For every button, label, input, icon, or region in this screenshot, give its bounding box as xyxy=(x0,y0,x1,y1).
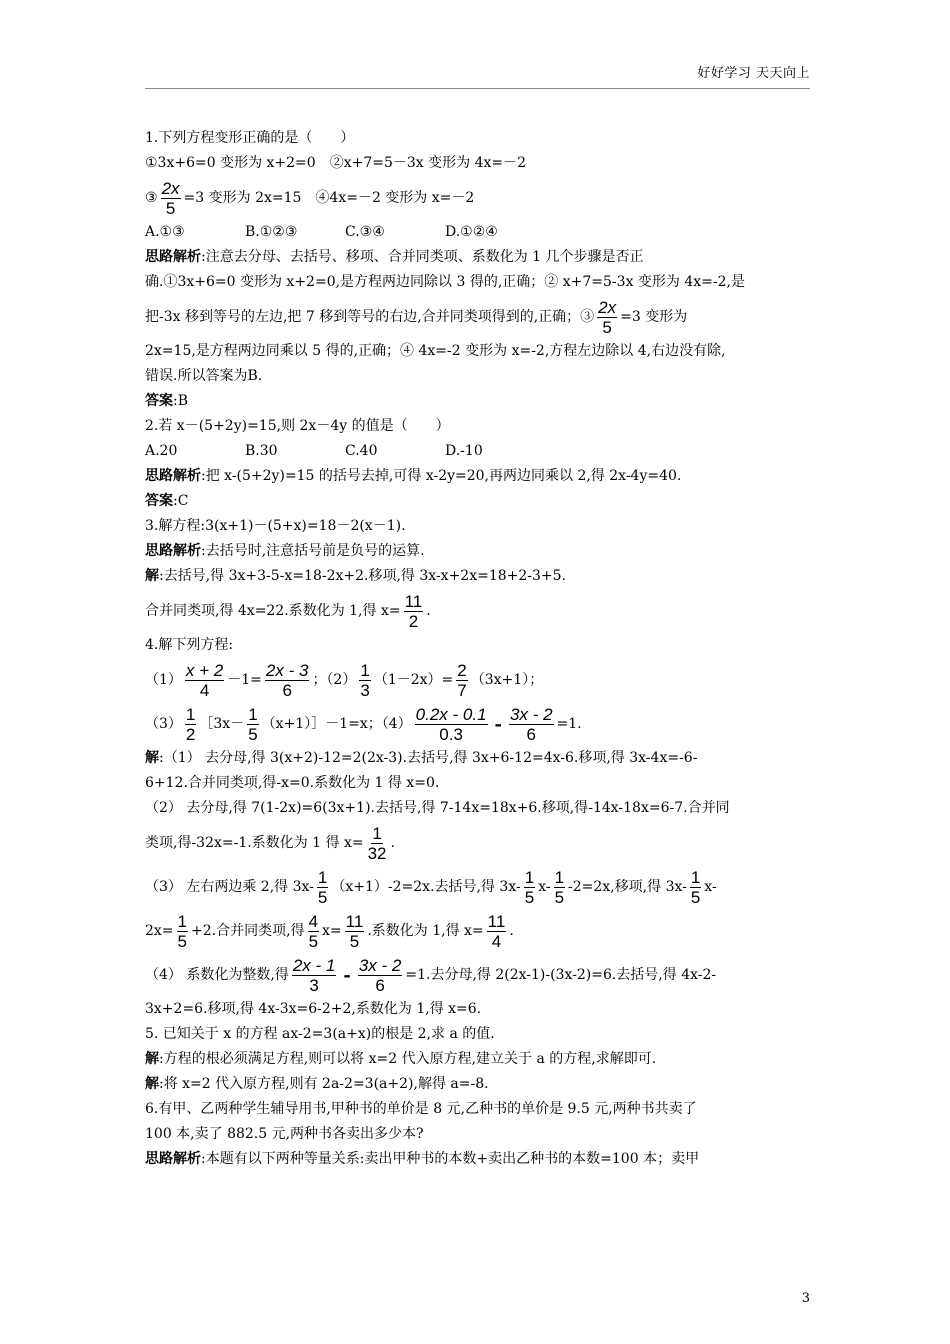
q4-solution-1a: 解:（1） 去分母,得 3(x+2)-12=2(2x-3).去括号,得 3x+6-12=4x-6.移项,得 3x-4x=-6- xyxy=(145,750,698,766)
option-d: D.-10 xyxy=(445,443,483,459)
fraction: $\frac{1}{5}$ xyxy=(177,911,188,951)
fraction: $\frac{2x - 1}{3}$ xyxy=(292,955,336,995)
q1-analysis-2: 确.①3x+6=0 变形为 x+2=0,是方程两边同除以 3 得的,正确；② x+7=5-3x 变形为 4x=-2,是 xyxy=(145,274,745,290)
fraction: $\frac{1}{5}$ xyxy=(524,867,535,907)
q4-solution-2b: 类项,得-32x=-1.系数化为 1 得 x= $\frac{1}{32}$ . xyxy=(145,823,395,863)
fraction: $\frac{1}{5}$ xyxy=(690,867,701,907)
option-c: C.40 xyxy=(345,443,378,459)
q1-row1: ①3x+6=0 变形为 x+2=0 ②x+7=5－3x 变形为 4x=－2 xyxy=(145,155,527,171)
option-a: A.20 xyxy=(145,443,178,459)
q4-solution-2a: （2） 去分母,得 7(1-2x)=6(3x+1).去括号,得 7-14x=18x+6.移项,得-14x-18x=6-7.合并同 xyxy=(145,800,730,816)
q3-solution-2: 合并同类项,得 4x=22.系数化为 1,得 x= $\frac{11}{2}$ . xyxy=(145,591,431,631)
q5-analysis: 解:方程的根必须满足方程,则可以将 x=2 代入原方程,建立关于 a 的方程,求解即可. xyxy=(145,1051,657,1067)
q2-analysis: 思路解析:把 x-(5+2y)=15 的括号去掉,可得 x-2y=20,再两边同乘以 2,得 2x-4y=40. xyxy=(145,468,682,484)
q1-title: 1.下列方程变形正确的是（ ） xyxy=(145,130,355,146)
fraction: $\frac{2x}{5}$ xyxy=(161,178,180,218)
option-a: A.①③ xyxy=(145,224,185,240)
fraction: $\frac{2x}{5}$ xyxy=(598,297,617,337)
q6-title-2: 100 本,卖了 882.5 元,两种书各卖出多少本? xyxy=(145,1126,424,1142)
fraction: $\frac{1}{32}$ xyxy=(367,823,387,863)
q4-solution-1b: 6+12.合并同类项,得-x=0.系数化为 1 得 x=0. xyxy=(145,775,440,791)
q1-analysis-5: 错误.所以答案为B. xyxy=(145,368,263,384)
q2-answer: 答案:C xyxy=(145,493,189,509)
q6-analysis: 思路解析:本题有以下两种等量关系:卖出甲种书的本数+卖出乙种书的本数=100 本；卖甲 xyxy=(145,1151,700,1167)
q1-analysis-1: 思路解析:注意去分母、去括号、移项、合并同类项、系数化为 1 几个步骤是否正 xyxy=(145,249,644,265)
fraction: $\frac{0.2x - 0.1}{0.3}$ xyxy=(415,704,487,744)
q4-problems-1-2: （1） $\frac{x + 2}{4}$ －1= $\frac{2x - 3}{6}$ ；（2） $\frac{1}{3}$ （1－2x）= $\frac{2}{7}$ （3x+1）； xyxy=(145,660,544,700)
q4-title: 4.解下列方程: xyxy=(145,637,234,653)
fraction: $\frac{2}{7}$ xyxy=(457,660,467,700)
q2-title: 2.若 x－(5+2y)=15,则 2x－4y 的值是（ ） xyxy=(145,418,450,434)
option-c: C.③④ xyxy=(345,224,385,240)
fraction: $\frac{x + 2}{4}$ xyxy=(185,660,224,700)
q6-title-1: 6.有甲、乙两种学生辅导用书,甲种书的单价是 8 元,乙种书的单价是 9.5 元,两种书共卖了 xyxy=(145,1101,697,1117)
fraction: $\frac{1}{2}$ xyxy=(185,704,196,744)
q1-analysis-4: 2x=15,是方程两边同乘以 5 得的,正确；④ 4x=-2 变形为 x=-2,方程左边除以 4,右边没有除, xyxy=(145,343,726,359)
q1-options xyxy=(145,220,810,245)
q1-row2: ③ $\frac{2x}{5}$ =3 变形为 2x=15 ④4x=－2 变形为 x=－2 xyxy=(145,178,475,218)
q3-title: 3.解方程:3(x+1)－(5+x)=18－2(x－1). xyxy=(145,518,406,534)
q5-title: 5. 已知关于 x 的方程 ax-2=3(a+x)的根是 2,求 a 的值. xyxy=(145,1026,495,1042)
fraction: $\frac{11}{5}$ xyxy=(345,911,364,951)
fraction: $\frac{1}{5}$ xyxy=(248,704,258,744)
option-d: D.①②④ xyxy=(445,224,498,240)
fraction: $\frac{2x - 3}{6}$ xyxy=(265,660,309,700)
q3-solution-1: 解:去括号,得 3x+3-5-x=18-2x+2.移项,得 3x-x+2x=18+2-3+5. xyxy=(145,568,567,584)
page-header: 好好学习 天天向上 xyxy=(697,66,810,81)
q4-problems-3-4: （3） $\frac{1}{2}$ ［3x－ $\frac{1}{5}$ （x+1）］－1=x；（4） $\frac{0.2x - 0.1}{0.3}$ - $\frac{3x - 2}{6}$ =1. xyxy=(145,704,582,744)
fraction: $\frac{1}{5}$ xyxy=(554,867,565,907)
q5-solution: 解:将 x=2 代入原方程,则有 2a-2=3(a+2),解得 a=-8. xyxy=(145,1076,489,1092)
q4-solution-3a: （3） 左右两边乘 2,得 3x- $\frac{1}{5}$ （x+1）-2=2x.去括号,得 3x- $\frac{1}{5}$ x- $\frac{1}{5}$ -2=2x,移项,得 3x- $\frac{1}{5}$ x- xyxy=(145,867,717,907)
fraction: $\frac{1}{5}$ xyxy=(317,867,328,907)
q2-options xyxy=(145,439,810,464)
fraction: $\frac{11}{4}$ xyxy=(487,911,506,951)
q3-analysis: 思路解析:去括号时,注意括号前是负号的运算. xyxy=(145,543,425,559)
fraction: $\frac{1}{3}$ xyxy=(360,660,370,700)
q4-solution-4a: （4） 系数化为整数,得 $\frac{2x - 1}{3}$ - $\frac{3x - 2}{6}$ =1.去分母,得 2(2x-1)-(3x-2)=6.去括号,得 4x-2- xyxy=(145,955,717,995)
fraction: $\frac{4}{5}$ xyxy=(308,911,319,951)
q4-solution-4b: 3x+2=6.移项,得 4x-3x=6-2+2,系数化为 1,得 x=6. xyxy=(145,1001,482,1017)
q4-solution-3b: 2x= $\frac{1}{5}$ +2.合并同类项,得 $\frac{4}{5}$ x= $\frac{11}{5}$ .系数化为 1,得 x= $\frac{11}{4}$ . xyxy=(145,911,514,951)
option-b: B.30 xyxy=(245,443,278,459)
fraction: $\frac{11}{2}$ xyxy=(404,591,423,631)
page-number: 3 xyxy=(801,1291,810,1306)
document-body xyxy=(145,126,810,1172)
q1-answer: 答案:B xyxy=(145,393,189,409)
fraction: $\frac{3x - 2}{6}$ xyxy=(510,704,553,744)
header-divider xyxy=(145,88,810,89)
q1-analysis-3: 把-3x 移到等号的左边,把 7 移到等号的右边,合并同类项得到的,正确；③ $\frac{2x}{5}$ =3 变形为 xyxy=(145,297,688,337)
option-b: B.①②③ xyxy=(245,224,298,240)
fraction: $\frac{3x - 2}{6}$ xyxy=(358,955,402,995)
